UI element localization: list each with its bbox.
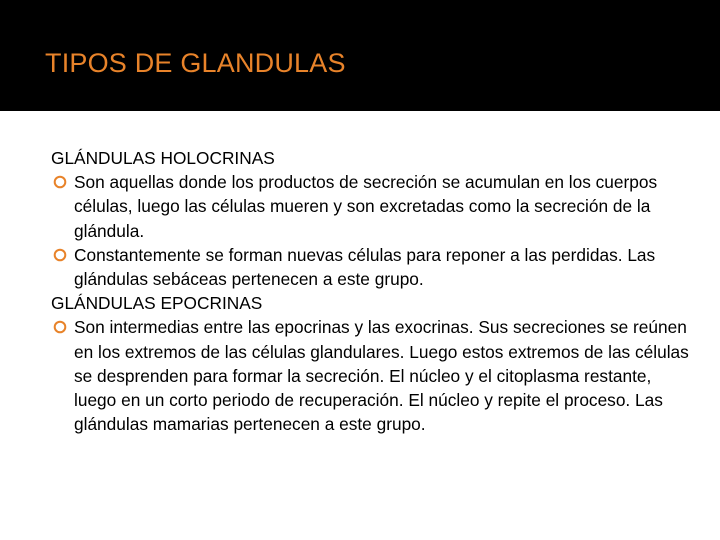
- bullet-list-holocrinas: [51, 170, 691, 291]
- bullet-text: Constantemente se forman nuevas células para reponer a las perdidas. Las glándulas sebáceas pertenecen a este grupo.: [74, 244, 656, 290]
- title-bar: [0, 0, 720, 111]
- ring-bullet-icon: [53, 175, 67, 189]
- bullet-item: [51, 243, 691, 291]
- bullet-item: [51, 170, 691, 243]
- ring-bullet-icon: [53, 248, 67, 262]
- bullet-item: [51, 315, 691, 436]
- bullet-text: Son intermedias entre las epocrinas y las exocrinas. Sus secreciones se reúnen en los extremos de las células glandulares. Luego estos extremos de las células se desprenden para formar la secreción. El núcleo y el citoplasma restante, luego en un corto periodo de recuperación. El núcleo y repite el proceso. Las glándulas mamarias pertenecen a este grupo.: [74, 317, 689, 435]
- bullet-text: Son aquellas donde los productos de secreción se acumulan en los cuerpos células, luego las células mueren y son excretadas como la secreción de la glándula.: [74, 172, 658, 241]
- slide-title: TIPOS DE GLANDULAS: [45, 48, 346, 78]
- section-heading-epocrinas: GLÁNDULAS EPOCRINAS: [51, 293, 263, 314]
- bullet-list-epocrinas: [51, 315, 691, 436]
- section-heading-holocrinas: GLÁNDULAS HOLOCRINAS: [51, 148, 275, 168]
- ring-bullet-icon: [53, 320, 67, 334]
- slide-content: [51, 146, 691, 436]
